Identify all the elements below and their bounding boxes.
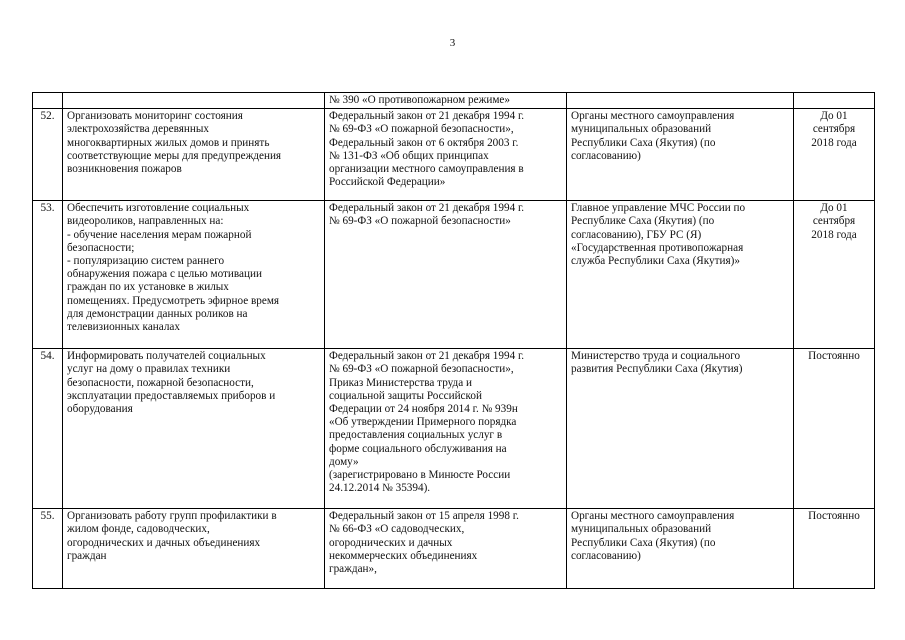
executor-line: служба Республики Саха (Якутия)» bbox=[571, 255, 740, 268]
table-row bbox=[33, 109, 875, 201]
cell-measure bbox=[63, 109, 325, 201]
term-line: 2018 года bbox=[811, 136, 857, 149]
basis-line: № 390 «О противопожарном режиме» bbox=[329, 94, 510, 106]
executor-line: Республики Саха (Якутия) (по bbox=[571, 136, 716, 149]
term-line: сентября bbox=[812, 215, 856, 228]
cell-executor bbox=[567, 109, 794, 201]
basis-line: № 69-ФЗ «О пожарной безопасности», bbox=[329, 123, 514, 136]
cell-measure bbox=[63, 349, 325, 509]
measure-line: оборудования bbox=[67, 403, 133, 416]
executor-line: Органы местного самоуправления bbox=[571, 110, 735, 123]
cell-basis bbox=[325, 93, 567, 109]
measure-line: Организовать мониторинг состояния bbox=[67, 110, 243, 123]
cell-basis bbox=[325, 509, 567, 589]
executor-line: Органы местного самоуправления bbox=[571, 510, 735, 523]
basis-line: дому» bbox=[329, 455, 359, 468]
table-row bbox=[33, 349, 875, 509]
table-row bbox=[33, 201, 875, 349]
basis-line: № 66-ФЗ «О садоводческих, bbox=[329, 523, 465, 536]
basis-line: (зарегистрировано в Минюсте России bbox=[329, 469, 511, 482]
measure-line: Обеспечить изготовление социальных bbox=[67, 202, 250, 215]
basis-line: социальной защиты Российской bbox=[329, 389, 482, 402]
measure-line: эксплуатации предоставляемых приборов и bbox=[67, 389, 276, 402]
measure-line: обнаружения пожара с целью мотивации bbox=[67, 268, 262, 281]
measure-line: безопасности; bbox=[67, 241, 135, 254]
cell-measure bbox=[63, 509, 325, 589]
term-line: 2018 года bbox=[811, 228, 857, 241]
cell-measure bbox=[63, 201, 325, 349]
basis-line: № 131-ФЗ «Об общих принципах bbox=[329, 149, 489, 162]
table-row-continuation bbox=[33, 93, 875, 109]
measure-line: Информировать получателей социальных bbox=[67, 350, 266, 363]
basis-line: 24.12.2014 № 35394). bbox=[329, 482, 431, 495]
measure-line: помещениях. Предусмотреть эфирное время bbox=[67, 294, 280, 307]
measure-line: жилом фонде, садоводческих, bbox=[67, 523, 210, 536]
term-line: Постоянно bbox=[808, 350, 860, 363]
cell-term bbox=[794, 509, 875, 589]
measure-line: услуг на дому о правилах техники bbox=[67, 363, 231, 376]
table-row bbox=[33, 509, 875, 589]
executor-line: Республике Саха (Якутия) (по bbox=[571, 215, 715, 228]
cell-num: 55. bbox=[33, 509, 63, 589]
executor-line: муниципальных образований bbox=[571, 123, 712, 136]
basis-line: Федеральный закон от 21 декабря 1994 г. bbox=[329, 110, 525, 123]
cell-executor bbox=[567, 509, 794, 589]
measure-line: телевизионных каналах bbox=[67, 321, 180, 334]
basis-line: «Об утверждении Примерного порядка bbox=[329, 416, 517, 429]
cell-executor bbox=[567, 349, 794, 509]
basis-line: некоммерческих объединениях bbox=[329, 549, 478, 562]
cell-measure bbox=[63, 93, 325, 109]
measure-line: многоквартирных жилых домов и принять bbox=[67, 136, 270, 149]
measures-table bbox=[32, 92, 875, 589]
executor-line: согласованию), ГБУ РС (Я) bbox=[571, 228, 702, 241]
basis-line: граждан», bbox=[329, 563, 377, 576]
term-line: сентября bbox=[812, 123, 856, 136]
measure-line: граждан по их установке в жилых bbox=[67, 281, 229, 294]
term-line: До 01 bbox=[820, 110, 848, 123]
term-line: Постоянно bbox=[808, 510, 860, 523]
cell-term bbox=[794, 93, 875, 109]
page-number: 3 bbox=[449, 37, 456, 49]
basis-line: Федеральный закон от 15 апреля 1998 г. bbox=[329, 510, 519, 523]
executor-line: «Государственная противопожарная bbox=[571, 241, 744, 254]
basis-line: Федеральный закон от 21 декабря 1994 г. bbox=[329, 350, 525, 363]
measure-line: видеороликов, направленных на: bbox=[67, 215, 224, 228]
cell-num bbox=[33, 93, 63, 109]
basis-line: предоставления социальных услуг в bbox=[329, 429, 503, 442]
term-line: До 01 bbox=[820, 202, 848, 215]
basis-line: огороднических и дачных bbox=[329, 536, 453, 549]
measure-line: возникновения пожаров bbox=[67, 163, 182, 176]
basis-line: Приказ Министерства труда и bbox=[329, 376, 472, 389]
measure-line: огороднических и дачных объединениях bbox=[67, 536, 261, 549]
basis-line: № 69-ФЗ «О пожарной безопасности», bbox=[329, 363, 514, 376]
basis-line: Федеральный закон от 21 декабря 1994 г. bbox=[329, 202, 525, 215]
basis-line: Федерации от 24 ноября 2014 г. № 939н bbox=[329, 403, 518, 416]
cell-term bbox=[794, 201, 875, 349]
measure-line: - популяризацию систем раннего bbox=[67, 255, 225, 268]
cell-num: 54. bbox=[33, 349, 63, 509]
executor-line: Главное управление МЧС России по bbox=[571, 202, 746, 215]
measure-line: граждан bbox=[67, 549, 107, 562]
basis-line: № 69-ФЗ «О пожарной безопасности» bbox=[329, 215, 511, 228]
executor-line: Министерство труда и социального bbox=[571, 350, 741, 363]
cell-basis bbox=[325, 109, 567, 201]
measure-line: электрохозяйства деревянных bbox=[67, 123, 210, 136]
executor-line: Республики Саха (Якутия) (по bbox=[571, 536, 716, 549]
cell-executor bbox=[567, 201, 794, 349]
executor-line: муниципальных образований bbox=[571, 523, 712, 536]
basis-line: форме социального обслуживания на bbox=[329, 442, 507, 455]
measure-line: - обучение населения мерам пожарной bbox=[67, 228, 252, 241]
measure-line: безопасности, пожарной безопасности, bbox=[67, 376, 254, 389]
measure-line: соответствующие меры для предупреждения bbox=[67, 149, 282, 162]
cell-basis bbox=[325, 349, 567, 509]
basis-line: Российской Федерации» bbox=[329, 176, 446, 189]
cell-executor bbox=[567, 93, 794, 109]
cell-basis bbox=[325, 201, 567, 349]
cell-term bbox=[794, 109, 875, 201]
basis-line: Федеральный закон от 6 октября 2003 г. bbox=[329, 136, 519, 149]
executor-line: согласованию) bbox=[571, 549, 641, 562]
executor-line: согласованию) bbox=[571, 149, 641, 162]
cell-num: 53. bbox=[33, 201, 63, 349]
cell-term bbox=[794, 349, 875, 509]
cell-num: 52. bbox=[33, 109, 63, 201]
executor-line: развития Республики Саха (Якутия) bbox=[571, 363, 743, 376]
measure-line: Организовать работу групп профилактики в bbox=[67, 510, 277, 523]
measure-line: для демонстрации данных роликов на bbox=[67, 307, 248, 320]
basis-line: организации местного самоуправления в bbox=[329, 163, 524, 176]
